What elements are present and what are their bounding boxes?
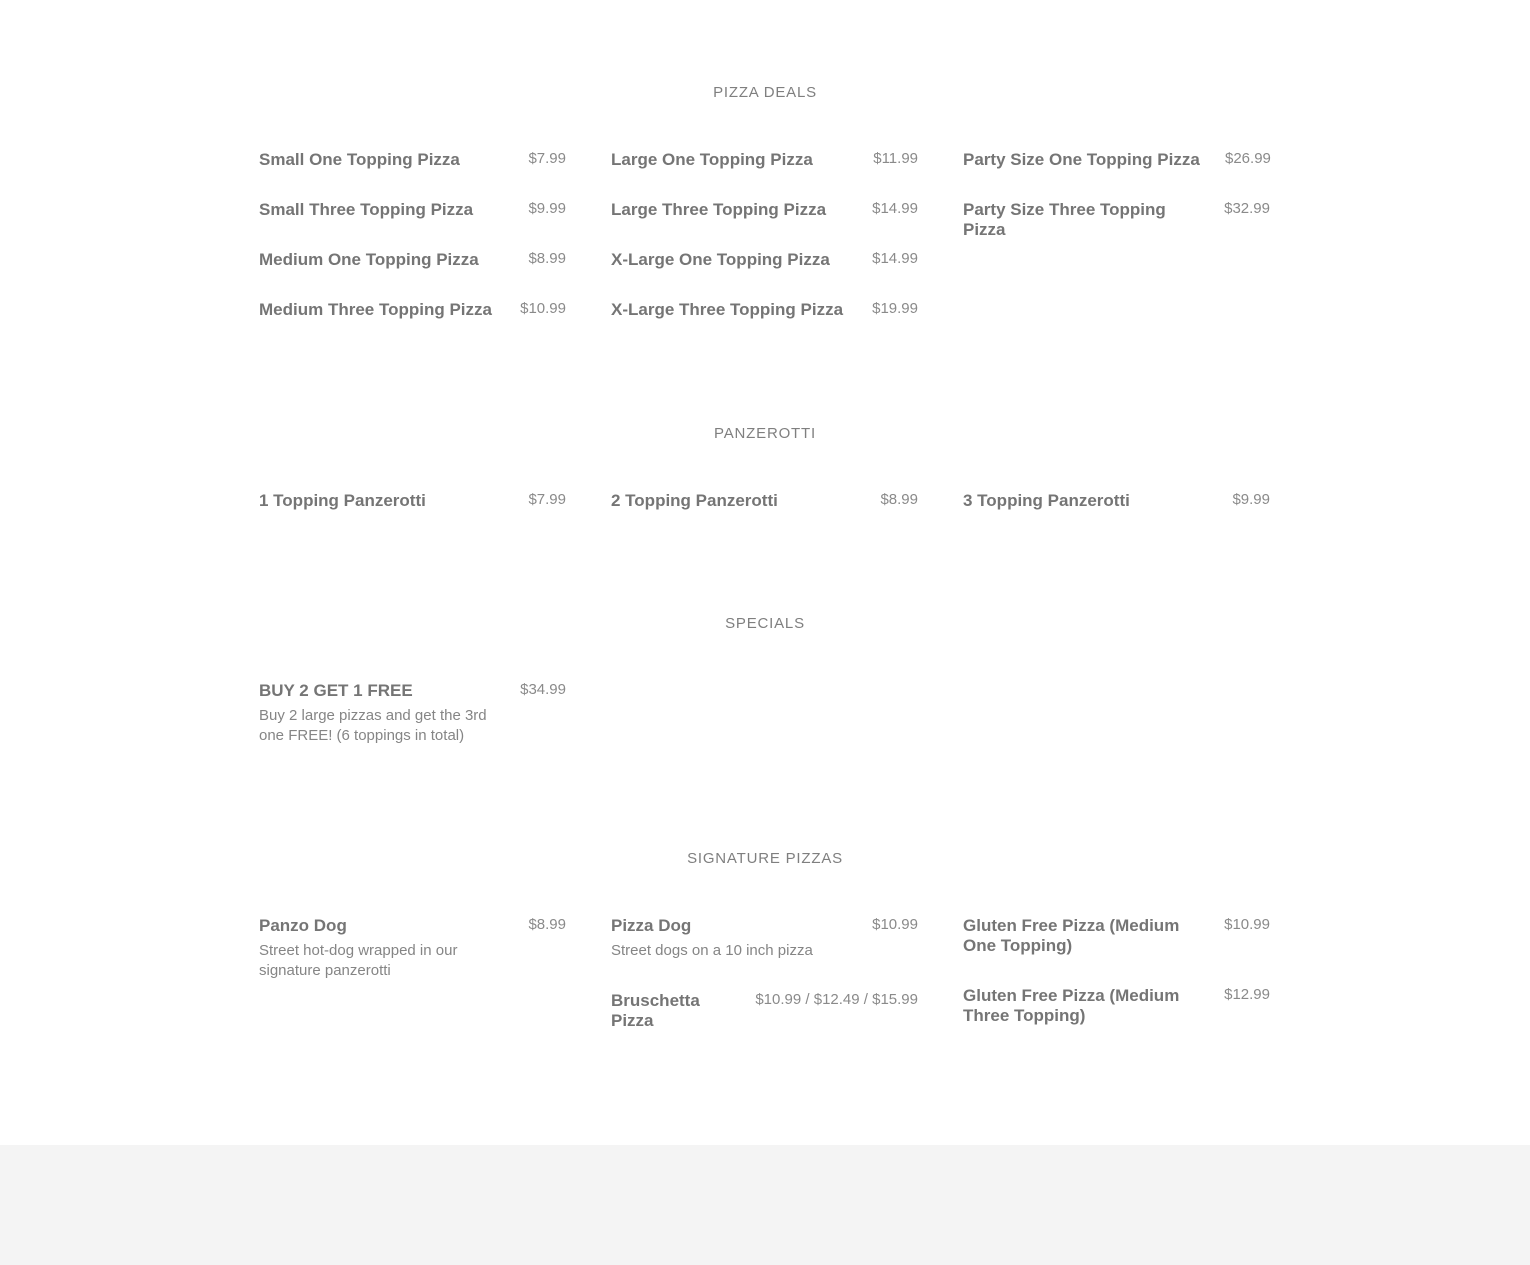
- menu-item-name: Medium One Topping Pizza: [259, 250, 479, 269]
- menu-item-info: [611, 200, 872, 220]
- menu-column: [963, 491, 1270, 541]
- menu-item-price: $32.99: [1224, 200, 1270, 217]
- menu-item-info: [259, 150, 528, 170]
- section-title: SPECIALS: [725, 615, 805, 632]
- menu-item-name: Panzo Dog: [259, 916, 347, 935]
- menu-item-3-topping-panzerotti: [963, 491, 1270, 511]
- menu-item-price: $7.99: [528, 491, 566, 508]
- menu-item-party-size-one-topping-pizza: [963, 150, 1270, 170]
- menu-item-info: [611, 250, 872, 270]
- menu-item-name: Large Three Topping Pizza: [611, 200, 827, 219]
- menu-item-info: [259, 200, 528, 220]
- menu-item-name: Small Three Topping Pizza: [259, 200, 474, 219]
- menu-item-info: [963, 916, 1205, 956]
- menu-columns: [259, 916, 1271, 1061]
- menu-item-name: Large One Topping Pizza: [611, 150, 813, 169]
- menu-item-price: $7.99: [528, 150, 566, 167]
- menu-item-info: [259, 300, 520, 320]
- menu-item-price: $10.99: [1224, 916, 1270, 933]
- menu-item-price: $8.99: [528, 250, 566, 267]
- menu-item-small-one-topping-pizza: [259, 150, 566, 170]
- menu-item-bruschetta-pizza: [611, 991, 918, 1031]
- menu-columns: [259, 491, 1271, 541]
- menu-item-price: $14.99: [872, 250, 918, 267]
- menu-item-info: [963, 200, 1200, 240]
- menu-item-name: 2 Topping Panzerotti: [611, 491, 778, 510]
- menu-item-name: 3 Topping Panzerotti: [963, 491, 1130, 510]
- menu-item-price: $34.99: [520, 681, 566, 698]
- section-title: PIZZA DEALS: [713, 84, 817, 101]
- menu-item-x-large-three-topping-pizza: [611, 300, 918, 320]
- menu-item-info: [611, 300, 872, 320]
- menu-column: [259, 150, 566, 350]
- menu-item-info: [611, 491, 880, 511]
- menu-item-medium-three-topping-pizza: [259, 300, 566, 320]
- menu-item-panzo-dog: [259, 916, 566, 980]
- menu-item-name: Party Size Three Topping Pizza: [963, 200, 1166, 239]
- menu-item-large-three-topping-pizza: [611, 200, 918, 220]
- menu-item-gluten-free-pizza-medium-three-topping: [963, 986, 1270, 1026]
- menu-item-name: Party Size One Topping Pizza: [963, 150, 1200, 169]
- menu-columns: [259, 150, 1271, 350]
- menu-column: [963, 916, 1270, 1061]
- menu-item-name: Medium Three Topping Pizza: [259, 300, 492, 319]
- menu-item-price: $19.99: [872, 300, 918, 317]
- menu-item-info: [611, 150, 873, 170]
- menu-item-info: [963, 491, 1232, 511]
- menu-column: [611, 916, 918, 1061]
- menu-item-price: $14.99: [872, 200, 918, 217]
- menu-item-1-topping-panzerotti: [259, 491, 566, 511]
- menu-item-info: [611, 916, 872, 961]
- menu-item-name: 1 Topping Panzerotti: [259, 491, 426, 510]
- menu-column: [611, 681, 918, 775]
- menu-item-description: Buy 2 large pizzas and get the 3rd one FREE! (6 toppings in total): [259, 707, 487, 744]
- menu-item-large-one-topping-pizza: [611, 150, 918, 170]
- menu-column: [611, 150, 918, 350]
- menu-item-info: [259, 491, 528, 511]
- menu-item-name: X-Large One Topping Pizza: [611, 250, 830, 269]
- menu-column: [611, 491, 918, 541]
- section-title: SIGNATURE PIZZAS: [687, 850, 843, 867]
- menu-item-info: [259, 681, 520, 745]
- menu-item-name: BUY 2 GET 1 FREE: [259, 681, 413, 700]
- menu-item-price: $9.99: [528, 200, 566, 217]
- menu-item-price: $9.99: [1232, 491, 1270, 508]
- menu-item-medium-one-topping-pizza: [259, 250, 566, 270]
- menu-column: [963, 150, 1270, 350]
- menu-item-name: Pizza Dog: [611, 916, 692, 935]
- menu-item-price: $26.99: [1225, 150, 1271, 167]
- menu-item-price: $8.99: [528, 916, 566, 933]
- menu-item-description: Street dogs on a 10 inch pizza: [611, 942, 813, 959]
- menu-column: [259, 916, 566, 1061]
- menu-item-name: X-Large Three Topping Pizza: [611, 300, 844, 319]
- menu-item-info: [963, 986, 1205, 1026]
- menu-item-x-large-one-topping-pizza: [611, 250, 918, 270]
- menu-item-party-size-three-topping-pizza: [963, 200, 1270, 240]
- menu-column: [259, 681, 566, 775]
- menu-item-price: $11.99: [873, 150, 918, 167]
- menu-item-name: Gluten Free Pizza (Medium Three Topping): [963, 986, 1180, 1025]
- menu-item-name: Gluten Free Pizza (Medium One Topping): [963, 916, 1180, 955]
- menu-columns: [259, 681, 1271, 775]
- menu-item-price: $8.99: [880, 491, 918, 508]
- menu-item-pizza-dog: [611, 916, 918, 961]
- menu-item-price: $12.99: [1224, 986, 1270, 1003]
- menu-item-price: $10.99: [520, 300, 566, 317]
- menu-item-buy-2-get-1-free: [259, 681, 566, 745]
- menu-item-info: [963, 150, 1225, 170]
- menu-item-price: $10.99 / $12.49 / $15.99: [755, 990, 918, 1008]
- menu-item-name: Bruschetta Pizza: [611, 990, 700, 1030]
- menu-item-small-three-topping-pizza: [259, 200, 566, 220]
- menu-item-price: $10.99: [872, 916, 918, 933]
- menu-item-gluten-free-pizza-medium-one-topping: [963, 916, 1270, 956]
- menu-item-name: Small One Topping Pizza: [259, 150, 460, 169]
- footer: [0, 1145, 1530, 1265]
- menu-item-info: [611, 991, 733, 1031]
- menu-column: [259, 491, 566, 541]
- menu-item-info: [259, 916, 528, 980]
- menu-item-info: [259, 250, 528, 270]
- menu-item-2-topping-panzerotti: [611, 491, 918, 511]
- menu-item-description: Street hot-dog wrapped in our signature panzerotti: [259, 942, 458, 979]
- menu-column: [963, 681, 1270, 775]
- section-title: PANZEROTTI: [714, 425, 816, 442]
